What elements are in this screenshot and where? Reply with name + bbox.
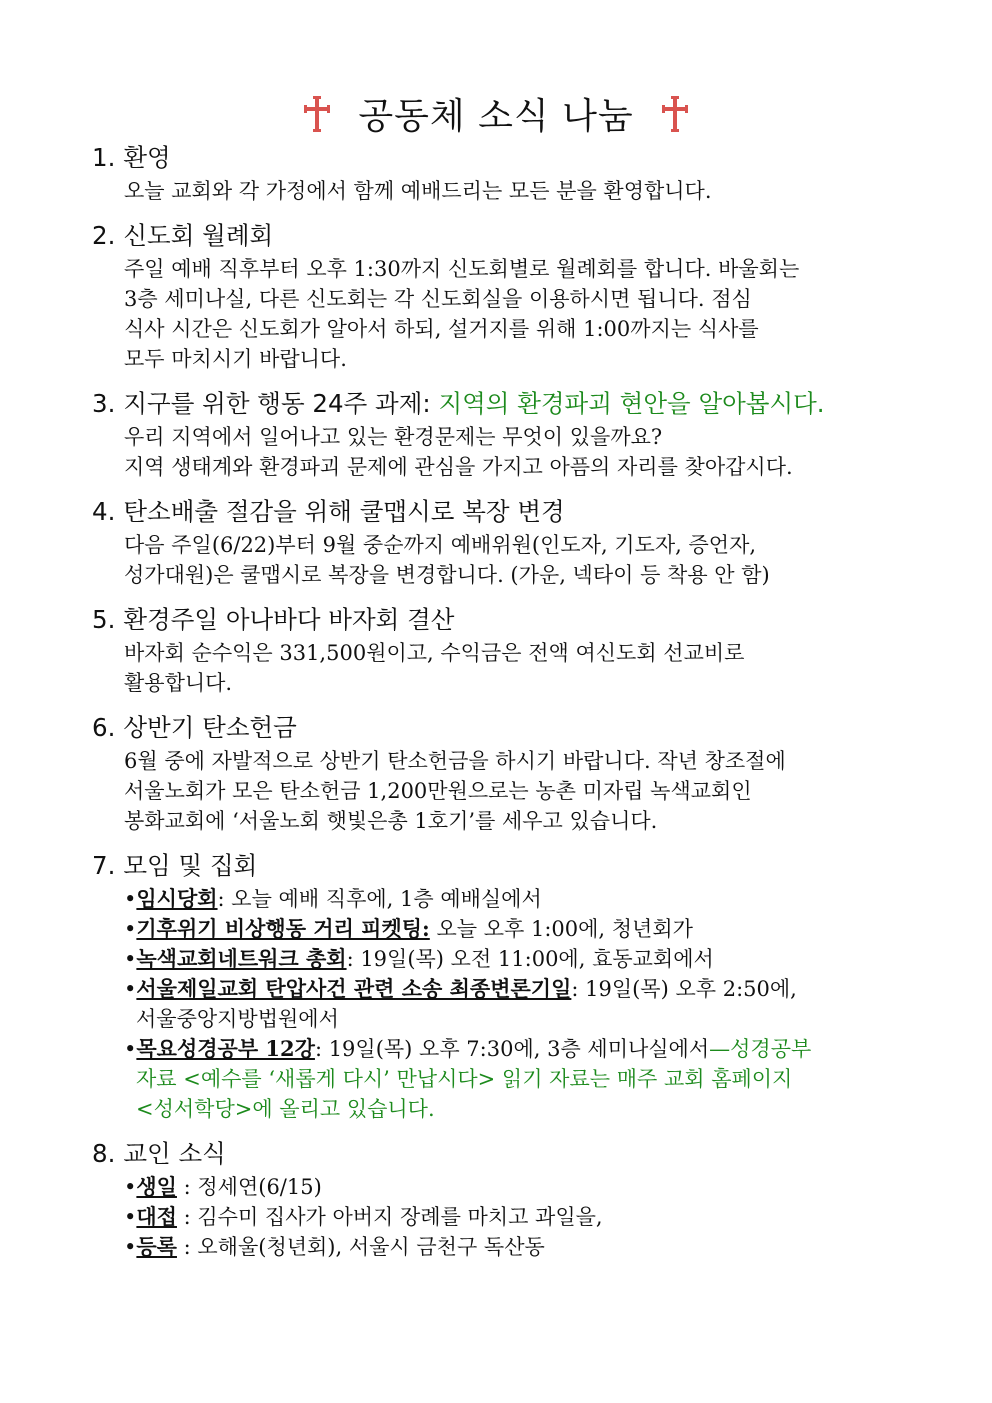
section-number: 7. bbox=[92, 851, 116, 880]
body-line: 봉화교회에 ‘서울노회 햇빛은총 1호기’를 세우고 있습니다. bbox=[124, 809, 658, 833]
body-line: 다음 주일(6/22)부터 9월 중순까지 예배위원(인도자, 기도자, 증언자, bbox=[124, 533, 757, 557]
list-item bbox=[124, 1232, 922, 1262]
list-item bbox=[124, 944, 922, 974]
bullet-icon: • bbox=[124, 977, 137, 1001]
item-label: 녹색교회네트워크 총회 bbox=[136, 946, 347, 971]
item-note: —성경공부 bbox=[709, 1037, 812, 1061]
section-body bbox=[124, 638, 922, 698]
cross-icon bbox=[660, 96, 690, 132]
item-label: 생일 bbox=[136, 1174, 177, 1199]
section-heading bbox=[92, 710, 922, 746]
section-title: 환영 bbox=[123, 143, 171, 172]
item-text: : 정세연(6/15) bbox=[176, 1175, 322, 1199]
item-text: 오늘 오후 1:00에, 청년회가 bbox=[429, 917, 693, 941]
item-text: : 오해울(청년회), 서울시 금천구 독산동 bbox=[176, 1235, 545, 1259]
item-label: 목요성경공부 12강 bbox=[136, 1036, 315, 1061]
section-body bbox=[124, 422, 922, 482]
list-item bbox=[124, 1172, 922, 1202]
section-number: 4. bbox=[92, 497, 116, 526]
item-continuation: 서울중앙지방법원에서 bbox=[136, 1007, 339, 1031]
list-item bbox=[124, 1202, 922, 1232]
section-heading bbox=[92, 494, 922, 530]
body-line: 오늘 교회와 각 가정에서 함께 예배드리는 모든 분을 환영합니다. bbox=[124, 179, 712, 203]
body-line: 성가대원)은 쿨맵시로 복장을 변경합니다. (가운, 넥타이 등 착용 안 함) bbox=[124, 563, 770, 587]
page-title: 공동체 소식 나눔 bbox=[358, 96, 634, 137]
item-text: : 19일(목) 오후 2:50에, bbox=[571, 977, 797, 1001]
list-item bbox=[124, 1034, 922, 1064]
item-label: 대접 bbox=[136, 1204, 177, 1229]
body-line: 지역 생태계와 환경파괴 문제에 관심을 가지고 아픔의 자리를 찾아갑시다. bbox=[124, 455, 793, 479]
item-text: : 19일(목) 오전 11:00에, 효동교회에서 bbox=[346, 947, 714, 971]
section-title: 신도회 월례회 bbox=[123, 221, 274, 250]
item-label: 등록 bbox=[136, 1234, 177, 1259]
section-number: 3. bbox=[92, 389, 116, 418]
section-title: 탄소배출 절감을 위해 쿨맵시로 복장 변경 bbox=[123, 497, 565, 526]
title-row bbox=[0, 88, 992, 139]
body-line: 모두 마치시기 바랍니다. bbox=[124, 347, 347, 371]
item-label: 기후위기 비상행동 거리 피켓팅: bbox=[136, 916, 430, 941]
section-heading bbox=[92, 386, 922, 422]
section-heading bbox=[92, 1136, 922, 1172]
section-number: 1. bbox=[92, 143, 116, 172]
section-number: 5. bbox=[92, 605, 116, 634]
bullet-icon: • bbox=[124, 1235, 137, 1259]
section-cool-biz bbox=[92, 494, 922, 590]
section-title-highlight: 지역의 환경파괴 현안을 알아봅시다. bbox=[438, 389, 825, 418]
body-line: 우리 지역에서 일어나고 있는 환경문제는 무엇이 있을까요? bbox=[124, 425, 663, 449]
section-title: 교인 소식 bbox=[123, 1139, 226, 1168]
section-body bbox=[124, 530, 922, 590]
body-line: 바자회 순수익은 331,500원이고, 수익금은 전액 여신도회 선교비로 bbox=[124, 641, 745, 665]
section-number: 8. bbox=[92, 1139, 116, 1168]
section-body bbox=[124, 254, 922, 374]
section-title: 상반기 탄소헌금 bbox=[123, 713, 297, 742]
section-member-news bbox=[92, 1136, 922, 1262]
bullet-icon: • bbox=[124, 1205, 137, 1229]
item-continuation: 자료 <예수를 ‘새롭게 다시’ 만납시다> 읽기 자료는 매주 교회 홈페이지 bbox=[136, 1067, 793, 1091]
section-monthly-meeting bbox=[92, 218, 922, 374]
section-body bbox=[124, 746, 922, 836]
bullet-icon: • bbox=[124, 887, 137, 911]
body-line: 서울노회가 모은 탄소헌금 1,200만원으로는 농촌 미자립 녹색교회인 bbox=[124, 779, 752, 803]
section-welcome bbox=[92, 140, 922, 206]
item-text: : 오늘 예배 직후에, 1층 예배실에서 bbox=[217, 887, 542, 911]
bullet-icon: • bbox=[124, 1175, 137, 1199]
section-heading bbox=[92, 218, 922, 254]
list-item bbox=[124, 884, 922, 914]
bullet-icon: • bbox=[124, 1037, 137, 1061]
list-item bbox=[124, 974, 922, 1004]
news-content bbox=[92, 140, 922, 1274]
member-news-list bbox=[124, 1172, 922, 1262]
item-continuation: <성서학당>에 올리고 있습니다. bbox=[136, 1097, 435, 1121]
body-line: 주일 예배 직후부터 오후 1:30까지 신도회별로 월례회를 합니다. 바울회는 bbox=[124, 257, 800, 281]
section-heading bbox=[92, 140, 922, 176]
section-bazaar bbox=[92, 602, 922, 698]
body-line: 6월 중에 자발적으로 상반기 탄소헌금을 하시기 바랍니다. 작년 창조절에 bbox=[124, 749, 786, 773]
item-text: : 김수미 집사가 아버지 장례를 마치고 과일을, bbox=[176, 1205, 603, 1229]
section-title: 모임 및 집회 bbox=[123, 851, 258, 880]
list-item bbox=[124, 914, 922, 944]
section-heading bbox=[92, 602, 922, 638]
section-number: 2. bbox=[92, 221, 116, 250]
meetings-list bbox=[124, 884, 922, 1124]
bullet-icon: • bbox=[124, 917, 137, 941]
section-number: 6. bbox=[92, 713, 116, 742]
section-meetings bbox=[92, 848, 922, 1124]
section-body bbox=[124, 176, 922, 206]
cross-icon bbox=[302, 96, 332, 132]
bullet-icon: • bbox=[124, 947, 137, 971]
body-line: 활용합니다. bbox=[124, 671, 233, 695]
body-line: 식사 시간은 신도회가 알아서 하되, 설거지를 위해 1:00까지는 식사를 bbox=[124, 317, 759, 341]
section-title: 지구를 위한 행동 24주 과제: bbox=[123, 389, 439, 418]
section-earth-action bbox=[92, 386, 922, 482]
section-heading bbox=[92, 848, 922, 884]
section-title: 환경주일 아나바다 바자회 결산 bbox=[123, 605, 455, 634]
item-label: 서울제일교회 탄압사건 관련 소송 최종변론기일 bbox=[136, 976, 572, 1001]
section-carbon-offering bbox=[92, 710, 922, 836]
body-line: 3층 세미나실, 다른 신도회는 각 신도회실을 이용하시면 됩니다. 점심 bbox=[124, 287, 752, 311]
item-label: 임시당회 bbox=[136, 886, 218, 911]
item-text: : 19일(목) 오후 7:30에, 3층 세미나실에서 bbox=[314, 1037, 710, 1061]
